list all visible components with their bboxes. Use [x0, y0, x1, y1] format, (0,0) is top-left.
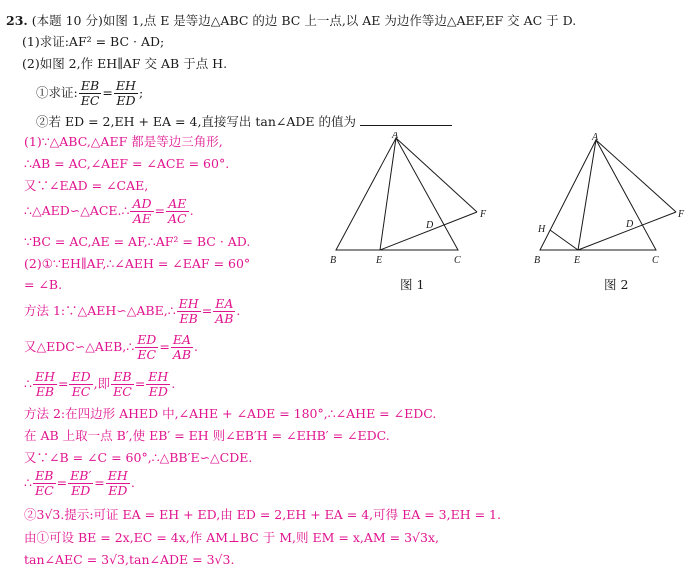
segment-eh-fig2	[550, 230, 578, 250]
solution-line-13: 又∵∠B = ∠C = 60°,∴△BB′E∽△CDE.	[24, 450, 253, 465]
solution-line-12: 在 AB 上取一点 B′,使 EB′ = EH 则∠EB′H = ∠EHB′ = ∠EDC.	[24, 428, 390, 443]
solution-line-7: = ∠B.	[24, 277, 63, 292]
problem-intro: (本题 10 分)如图 1,点 E 是等边△ABC 的边 BC 上一点,以 AE 为边作等边△AEF,EF 交 AC 于 D.	[31, 13, 577, 28]
figure-1-caption: 图 1	[400, 277, 425, 292]
solution-line-5: ∵BC = AC,AE = AF,∴AF² = BC · AD.	[24, 234, 251, 249]
label-f-fig1: F	[480, 209, 487, 220]
label-b-fig2: B	[534, 255, 541, 266]
segment-ae-fig2	[578, 140, 596, 250]
label-d-fig1: D	[426, 220, 434, 231]
label-f-fig2: F	[678, 209, 685, 220]
solution-line-14: ∴ $\frac{EB}{EC}$ = $\frac{EB'}{ED}$ = $\frac{EH}{ED}$ .	[24, 468, 135, 498]
label-c-fig1: C	[454, 255, 461, 266]
solution-line-10: ∴ $\frac{EH}{EB}$ = $\frac{ED}{EC}$ ,即 $\frac{EB}{EC}$ = $\frac{EH}{ED}$ .	[24, 369, 176, 399]
solution-line-17: tan∠AEC = 3√3,tan∠ADE = 3√3.	[24, 552, 235, 567]
label-b-fig1: B	[330, 255, 337, 266]
answer-blank	[360, 113, 452, 126]
solution-line-6: (2)①∵EH∥AF,∴∠AEH = ∠EAF = 60°	[24, 256, 251, 271]
triangle-abc-fig1	[336, 138, 458, 250]
problem-part2a: ①求证: $\frac{EB}{EC}$ = $\frac{EH}{ED}$ ;	[36, 78, 144, 108]
solution-line-1: (1)∵△ABC,△AEF 都是等边三角形,	[24, 134, 223, 149]
label-e-fig2: E	[574, 255, 581, 266]
figure-2-caption: 图 2	[604, 277, 629, 292]
problem-intro-line	[6, 12, 576, 30]
problem-number: 23.	[6, 13, 28, 28]
solution-line-16: 由①可设 BE = 2x,EC = 4x,作 AM⊥BC 于 M,则 EM = x,AM = 3√3x,	[24, 530, 440, 545]
segment-ef-fig1	[380, 212, 477, 250]
label-a-fig1: A	[392, 132, 399, 141]
segment-ef-fig2	[578, 212, 676, 250]
figure-2	[528, 132, 692, 267]
segment-ae-fig1	[380, 138, 396, 250]
label-e-fig1: E	[376, 255, 383, 266]
label-c-fig2: C	[652, 255, 659, 266]
solution-line-9: 又△EDC∽△AEB,∴ $\frac{ED}{EC}$ = $\frac{EA}{AB}$ .	[24, 332, 199, 362]
solution-line-11: 方法 2:在四边形 AHED 中,∠AHE + ∠ADE = 180°,∴∠AHE = ∠EDC.	[24, 406, 437, 421]
solution-line-8: 方法 1:∵△AEH∽△ABE,∴ $\frac{EH}{EB}$ = $\frac{EA}{AB}$ .	[24, 296, 241, 326]
solution-line-4: ∴△AED∽△ACE.∴ $\frac{AD}{AE}$ = $\frac{AE}{AC}$ .	[24, 196, 194, 226]
problem-part2: (2)如图 2,作 EH∥AF 交 AB 于点 H.	[22, 56, 228, 71]
problem-part2b: ②若 ED = 2,EH + EA = 4,直接写出 tan∠ADE 的值为	[36, 113, 452, 131]
solution-line-3: 又∵∠EAD = ∠CAE,	[24, 178, 149, 193]
label-a-fig2: A	[592, 132, 599, 143]
fraction-eh-ed: $\frac{EH}{ED}$	[115, 78, 136, 108]
triangle-abc-fig2	[540, 140, 656, 250]
figure-1	[318, 132, 498, 267]
label-d-fig2: D	[626, 219, 634, 230]
solution-line-2: ∴AB = AC,∠AEF = ∠ACE = 60°.	[24, 156, 230, 171]
solution-line-15: ②3√3.提示:可证 EA = EH + ED,由 ED = 2,EH + EA = 4,可得 EA = 3,EH = 1.	[24, 507, 501, 522]
fraction-eb-ec: $\frac{EB}{EC}$	[80, 78, 100, 108]
problem-part1: (1)求证:AF² = BC · AD;	[22, 34, 165, 49]
label-h-fig2: H	[538, 224, 546, 235]
segment-af-fig1	[396, 138, 477, 212]
segment-af-fig2	[596, 140, 676, 212]
